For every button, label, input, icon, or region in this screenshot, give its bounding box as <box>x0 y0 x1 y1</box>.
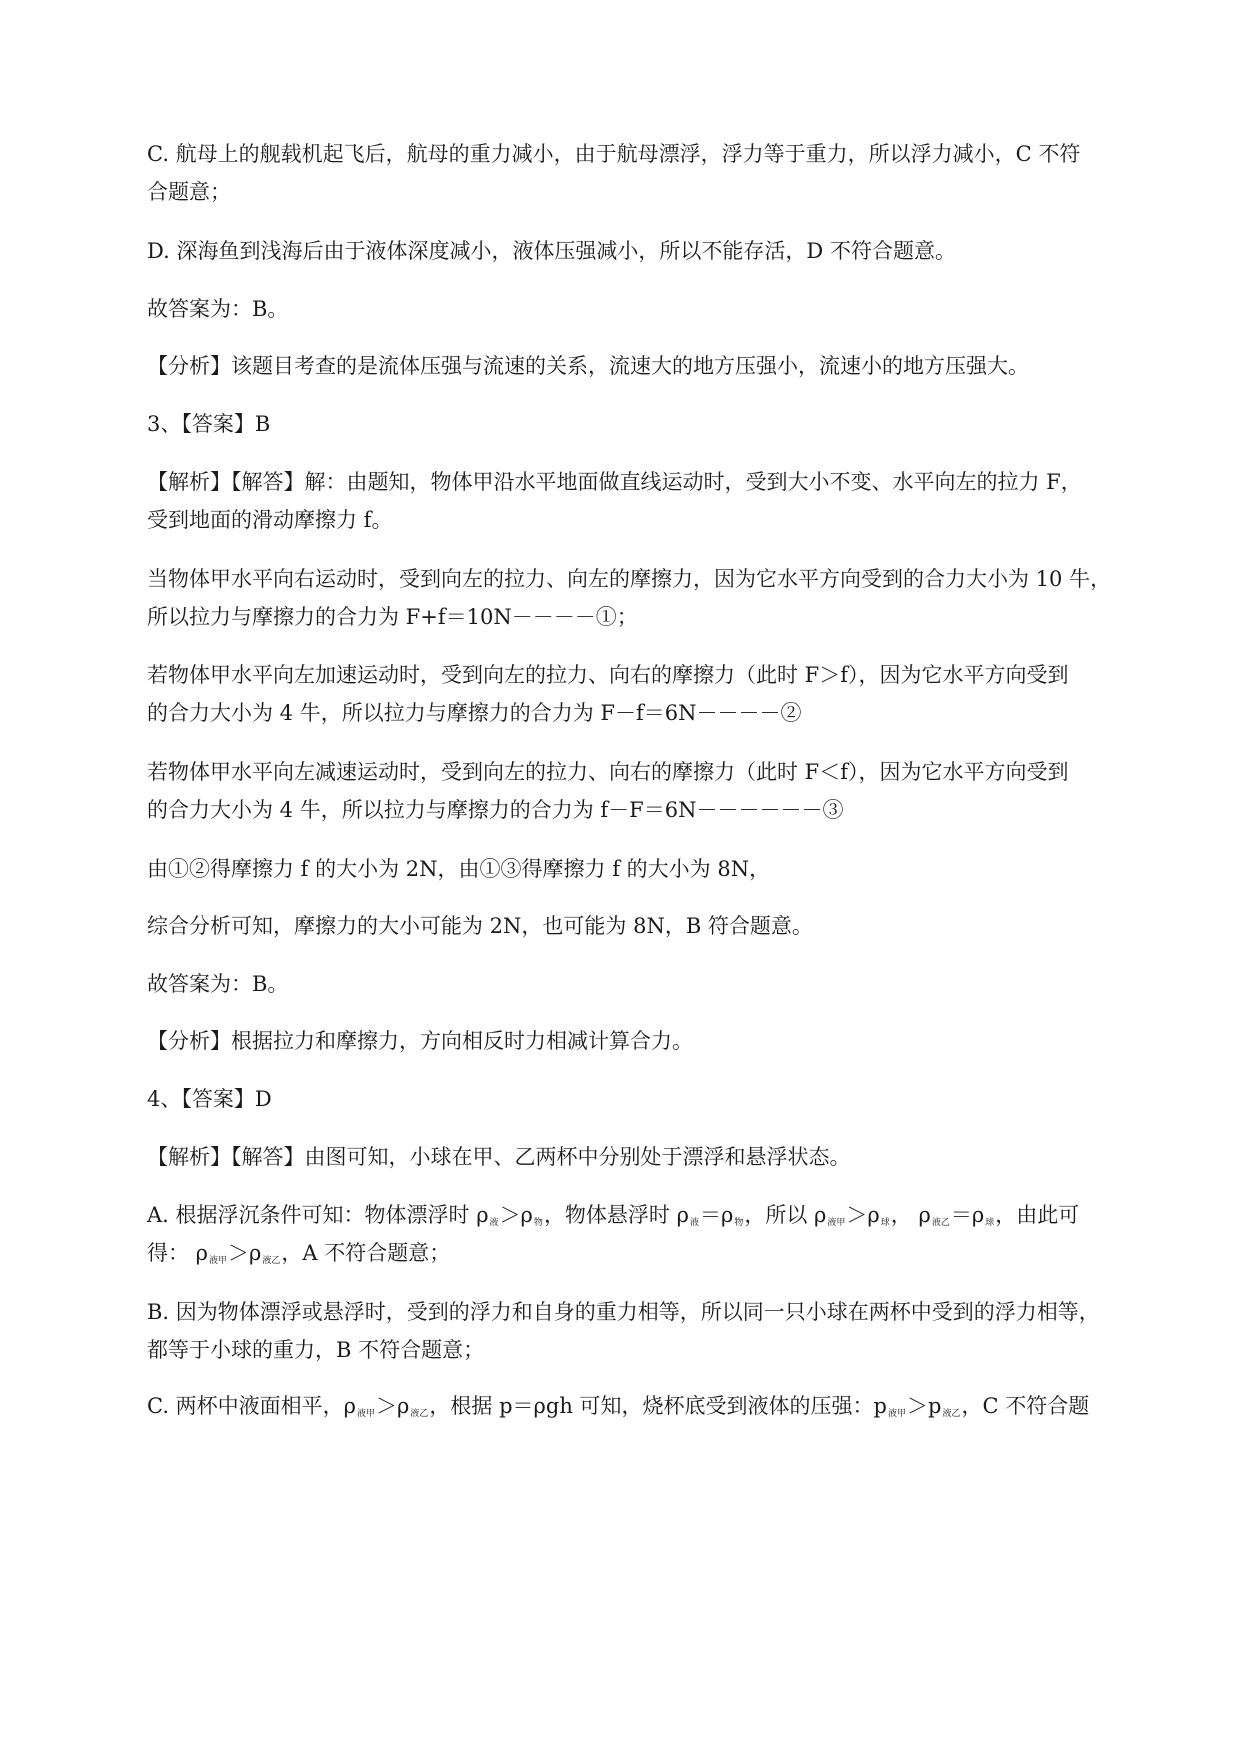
question-3-accelerating-left: 若物体甲水平向左加速运动时，受到向左的拉力、向右的摩擦力（此时 F＞f），因为它水平方向受到 的合力大小为 4 牛，所以拉力与摩擦力的合力为 F－f＝6N－－－－② <box>147 663 1069 725</box>
question-3-moving-right: 当物体甲水平向右运动时，受到向左的拉力、向左的摩擦力，因为它水平方向受到的合力大小为 10 牛， 所以拉力与摩擦力的合力为 F+f＝10N－－－－①； <box>147 567 1112 629</box>
question-4-solution: 【解析】【解答】由图可知，小球在甲、乙两杯中分别处于漂浮和悬浮状态。 <box>147 1145 851 1169</box>
question-3-decelerating-left: 若物体甲水平向左减速运动时，受到向左的拉力、向右的摩擦力（此时 F＜f），因为它水平方向受到 的合力大小为 4 牛，所以拉力与摩擦力的合力为 f－F＝6N－－－－－－③ <box>147 760 1069 822</box>
question-4-option-b: B. 因为物体漂浮或悬浮时，受到的浮力和自身的重力相等，所以同一只小球在两杯中受到的浮力相等， 都等于小球的重力，B 不符合题意； <box>147 1300 1100 1362</box>
question-4-option-c: C. 两杯中液面相平，$\rho_{液甲}>\rho_{液乙}$，根据 p＝ρgh 可知，烧杯底受到液体的压强：$p_{液甲}>p_{液乙}$，C 不符合题 <box>147 1394 1090 1419</box>
answer-line-q2: 故答案为：B。 <box>147 297 289 321</box>
paragraph-option-c-carrier: C. 航母上的舰载机起飞后，航母的重力减小，由于航母漂浮，浮力等于重力，所以浮力减小，C 不符 合题意； <box>147 142 1081 204</box>
question-3-conclusion: 综合分析可知，摩擦力的大小可能为 2N，也可能为 8N，B 符合题意。 <box>147 914 813 938</box>
analysis-q3: 【分析】根据拉力和摩擦力，方向相反时力相减计算合力。 <box>147 1029 693 1053</box>
answer-line-q3: 故答案为：B。 <box>147 972 289 996</box>
question-3-derivation: 由①②得摩擦力 f 的大小为 2N，由①③得摩擦力 f 的大小为 8N， <box>147 857 771 881</box>
question-4-answer-heading: 4、【答案】D <box>147 1087 272 1111</box>
paragraph-option-d-fish: D. 深海鱼到浅海后由于液体深度减小，液体压强减小，所以不能存活，D 不符合题意。 <box>147 239 956 263</box>
question-4-option-a: A. 根据浮沉条件可知：物体漂浮时 $\rho_液>\rho_物$，物体悬浮时 $\rho_液=\rho_物$，所以 $\rho_{液甲}>\rho_球$， $\rho_{液乙}=\rho_球$，由此可 得： $\rho_{液甲}>\rho_{液乙}$，A 不符合题意； <box>147 1203 1080 1266</box>
analysis-q2: 【分析】该题目考查的是流体压强与流速的关系，流速大的地方压强小，流速小的地方压强大。 <box>147 354 1029 378</box>
question-3-solution: 【解析】【解答】解：由题知，物体甲沿水平地面做直线运动时，受到大小不变、水平向左的拉力 F， 受到地面的滑动摩擦力 f。 <box>147 470 1082 532</box>
question-3-answer-heading: 3、【答案】B <box>147 412 271 436</box>
